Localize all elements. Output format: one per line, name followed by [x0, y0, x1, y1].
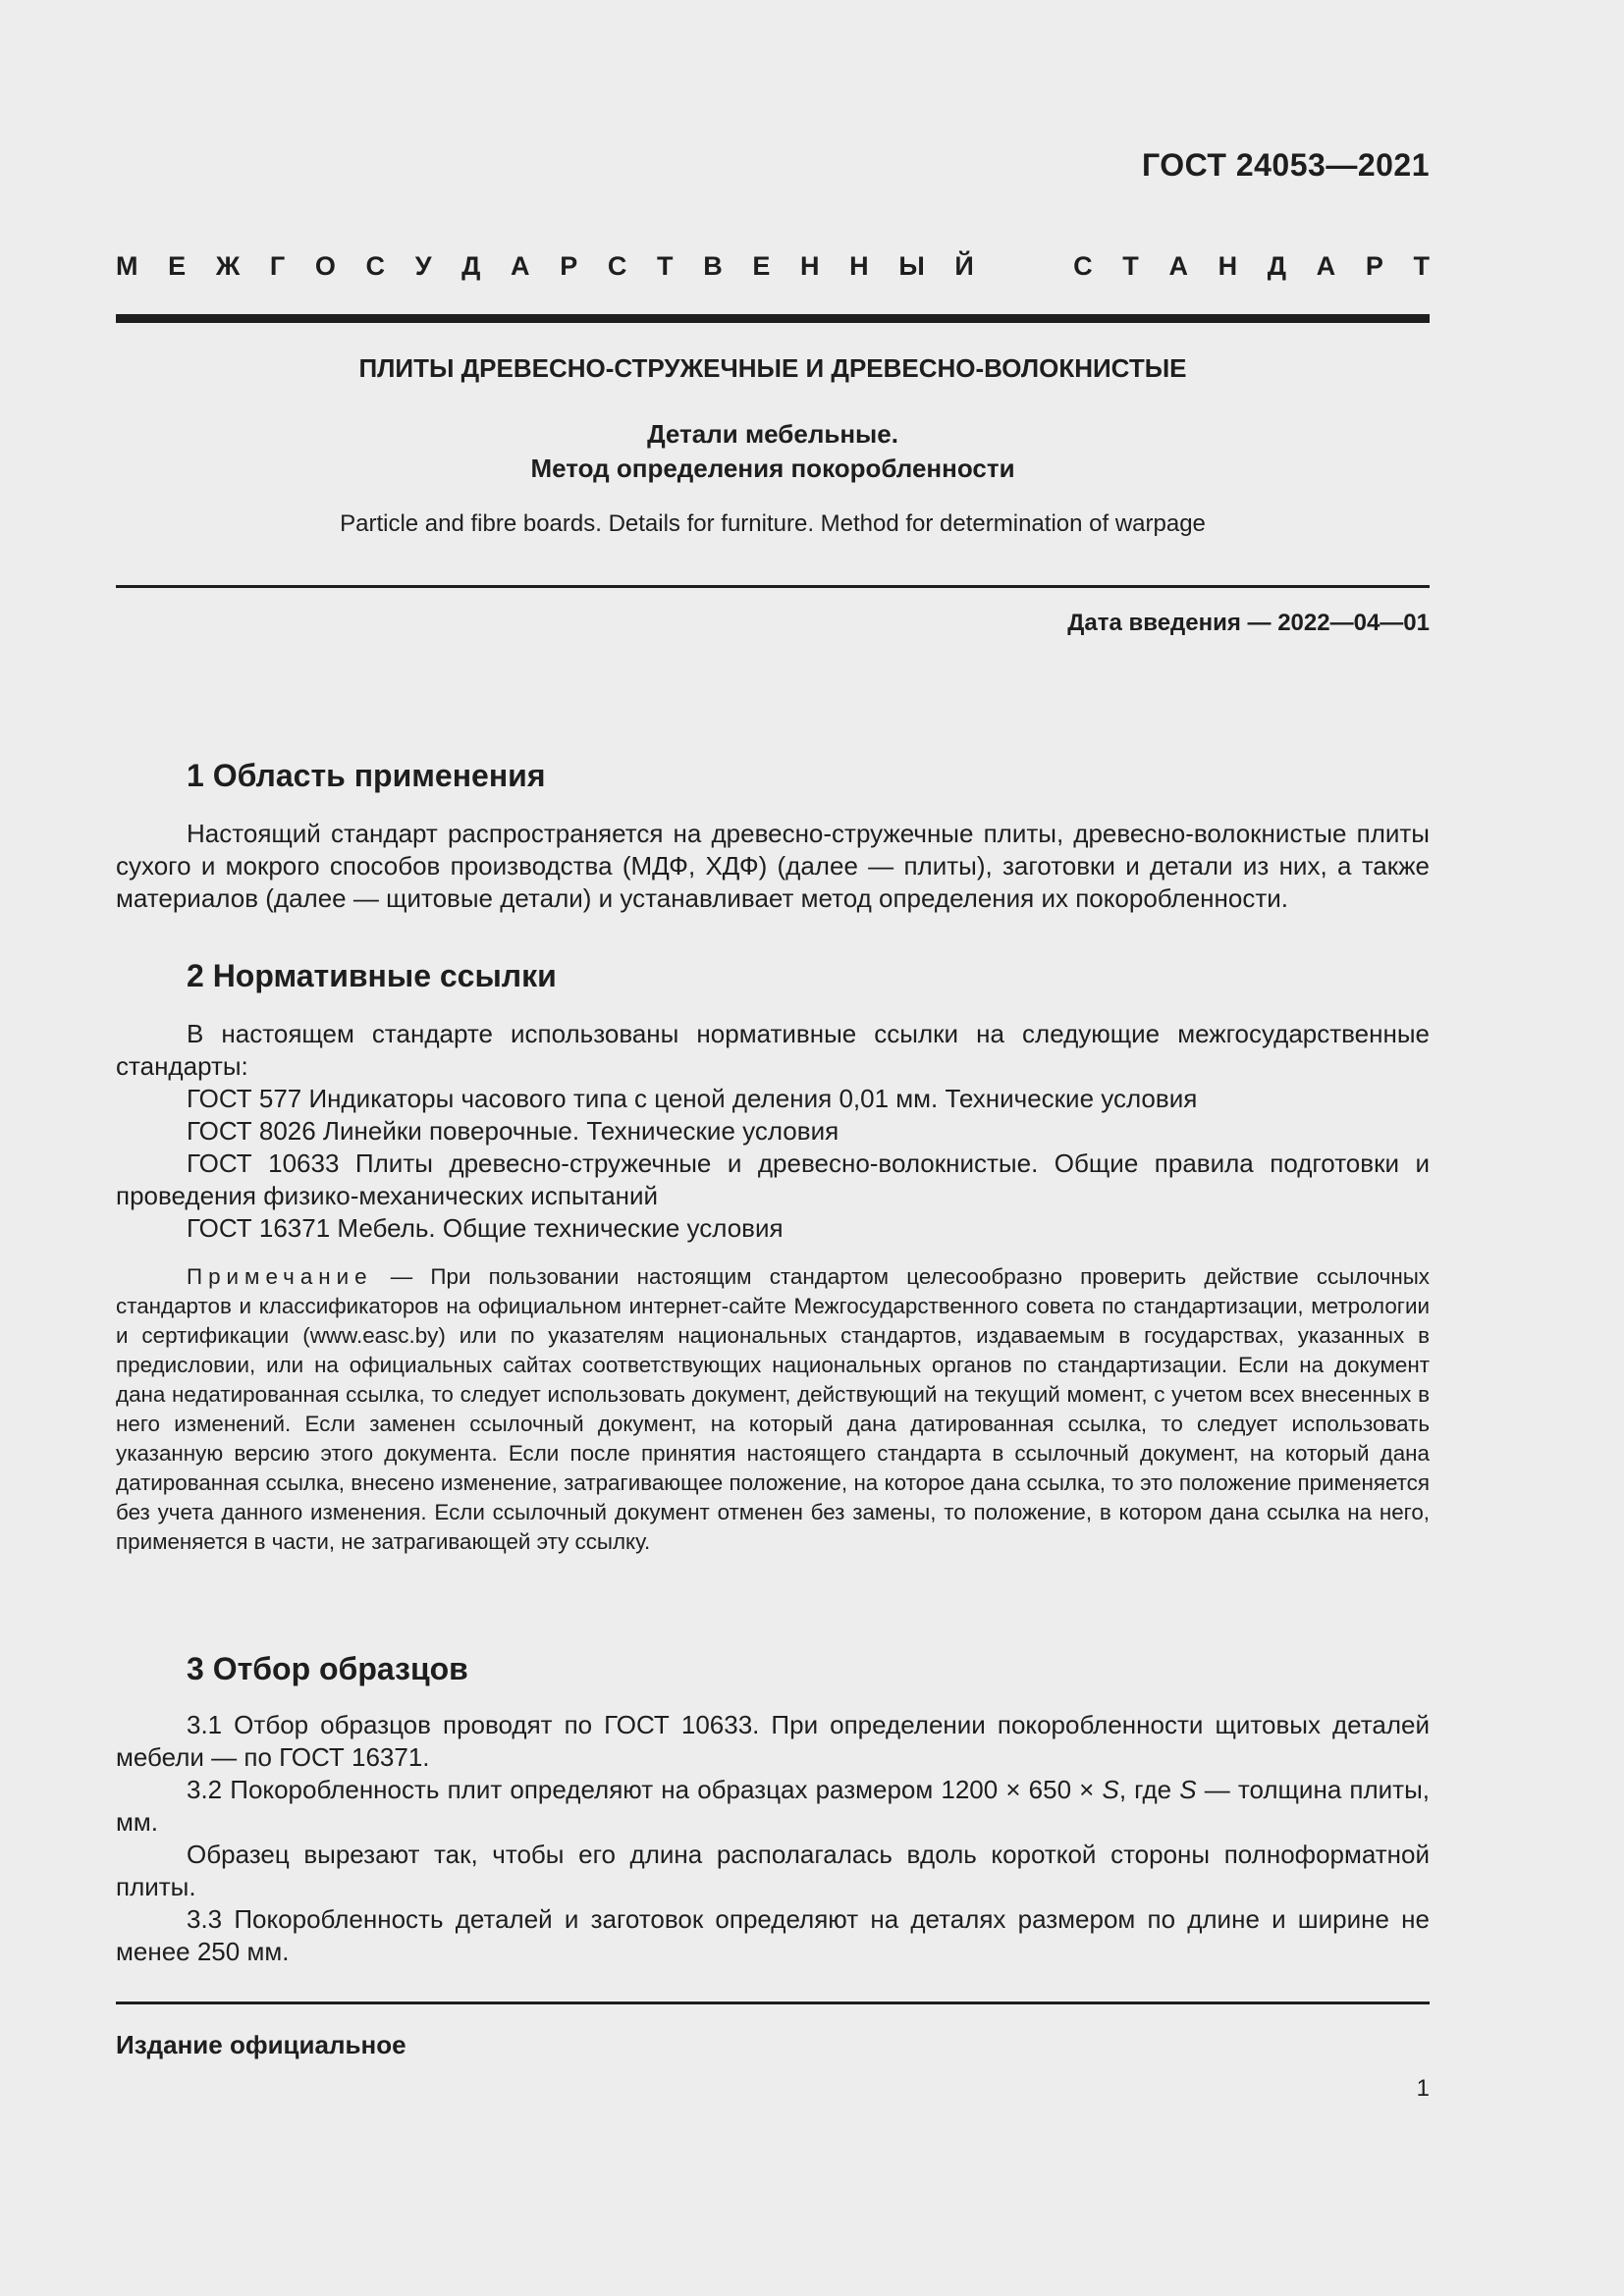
banner-letter: М: [116, 251, 138, 281]
section-1-body: [116, 818, 1430, 915]
note-text: — При пользовании настоящим стандартом целесообразно проверить действие ссылочных стандартов и классификаторов на официальном интернет-сайте Межгосударственного совета по стандартизации, метрологии и сертификации (www.easc.by) или по указателям национальных стандартов, издаваемым в государствах, указанных в предисловии, или на официальных сайтах соответствующих национальных органов по стандартизации. Если на документ дана недатированная ссылка, то следует использовать документ, действующий на текущий момент, с учетом всех внесенных в него изменений. Если заменен ссылочный документ, на который дана датированная ссылка, то следует использовать указанную версию этого документа. Если после принятия настоящего стандарта в ссылочный документ, на который дана датированная ссылка, внесено изменение, затрагивающее положение, на которое дана ссылка, то это положение применяется без учета данного изменения. Если ссылочный документ отменен без замены, то положение, в котором дана ссылка на него, применяется в части, не затрагивающей эту ссылку.: [116, 1264, 1430, 1554]
banner-letter: Р: [1365, 251, 1383, 281]
official-edition-label: Издание официальное: [116, 2030, 406, 2059]
banner-letter: У: [414, 251, 432, 281]
banner-letter: О: [314, 251, 336, 281]
document-subtitle: [116, 417, 1430, 486]
section-2-heading: 2 Нормативные ссылки: [187, 958, 557, 993]
reference-item: ГОСТ 16371 Мебель. Общие технические условия: [187, 1213, 784, 1243]
banner-letter: Н: [849, 251, 869, 281]
title-rule: [116, 585, 1430, 588]
clause-3-1: 3.1 Отбор образцов проводят по ГОСТ 10633. При определении покоробленности щитовых деталей мебели — по ГОСТ 16371.: [116, 1710, 1430, 1772]
banner-letter: А: [1168, 251, 1188, 281]
banner-letter: Е: [752, 251, 771, 281]
banner-letter: Н: [800, 251, 820, 281]
clause-3-2-note: Образец вырезают так, чтобы его длина располагалась вдоль короткой стороны полноформатной плиты.: [116, 1840, 1430, 1901]
banner-letter: Г: [269, 251, 286, 281]
clause-3-3: 3.3 Покоробленность деталей и заготовок определяют на деталях размером по длине и ширине не менее 250 мм.: [116, 1904, 1430, 1966]
page-number: 1: [1416, 2075, 1430, 2102]
banner-letter: Р: [560, 251, 578, 281]
banner-letter: С: [607, 251, 627, 281]
banner-letter: С: [1073, 251, 1093, 281]
banner-letter: Ж: [215, 251, 241, 281]
banner-letter: Т: [1413, 251, 1430, 281]
subtitle-line-2: Метод определения покоробленности: [530, 454, 1015, 483]
section-2-body: [116, 1018, 1430, 1245]
section-1-paragraph: Настоящий стандарт распространяется на древесно-стружечные плиты, древесно-волокнистые плиты сухого и мокрого способов производства (МДФ, ХДФ) (далее — плиты), заготовки и детали из них, а также материалов (далее — щитовые детали) и устанавливает метод определения их покоробленности.: [116, 819, 1430, 913]
banner-letter: Д: [1267, 251, 1287, 281]
footer-rule: [116, 2002, 1430, 2004]
banner-letter: Н: [1218, 251, 1238, 281]
banner-letter: А: [511, 251, 530, 281]
banner-letter: Т: [1122, 251, 1139, 281]
note-label: Примечание: [187, 1264, 373, 1289]
banner-word-gap: [1003, 251, 1043, 282]
banner-letter: Д: [461, 251, 481, 281]
reference-item: ГОСТ 8026 Линейки поверочные. Технические условия: [187, 1116, 839, 1146]
banner-letter: Е: [168, 251, 187, 281]
introduction-date: Дата введения — 2022—04—01: [1067, 610, 1430, 636]
banner-letter: А: [1316, 251, 1336, 281]
section-3-heading: 3 Отбор образцов: [187, 1651, 468, 1686]
document-number: ГОСТ 24053—2021: [1141, 147, 1430, 183]
banner-letter: Т: [657, 251, 674, 281]
banner-letter: Ы: [898, 251, 925, 281]
clause-3-2: 3.2 Покоробленность плит определяют на образцах размером 1200 × 650 × S, где S — толщина плиты, мм.: [116, 1775, 1430, 1837]
section-2-intro: В настоящем стандарте использованы нормативные ссылки на следующие межгосударственные стандарты:: [116, 1019, 1430, 1081]
banner-letter: В: [703, 251, 723, 281]
section-3-body: [116, 1709, 1430, 1968]
header-thick-rule: [116, 314, 1430, 323]
reference-item: ГОСТ 10633 Плиты древесно-стружечные и древесно-волокнистые. Общие правила подготовки и проведения физико-механических испытаний: [116, 1148, 1430, 1210]
banner-letter: Й: [954, 251, 974, 281]
banner-letter: С: [365, 251, 386, 281]
section-1-heading: 1 Область применения: [187, 758, 546, 793]
interstate-standard-banner: [116, 251, 1430, 282]
english-title: Particle and fibre boards. Details for furniture. Method for determination of warpage: [340, 510, 1206, 537]
subtitle-line-1: Детали мебельные.: [647, 419, 898, 449]
reference-item: ГОСТ 577 Индикаторы часового типа с ценой деления 0,01 мм. Технические условия: [187, 1084, 1198, 1113]
note-block: [116, 1262, 1430, 1557]
document-title: ПЛИТЫ ДРЕВЕСНО-СТРУЖЕЧНЫЕ И ДРЕВЕСНО-ВОЛОКНИСТЫЕ: [358, 353, 1187, 383]
